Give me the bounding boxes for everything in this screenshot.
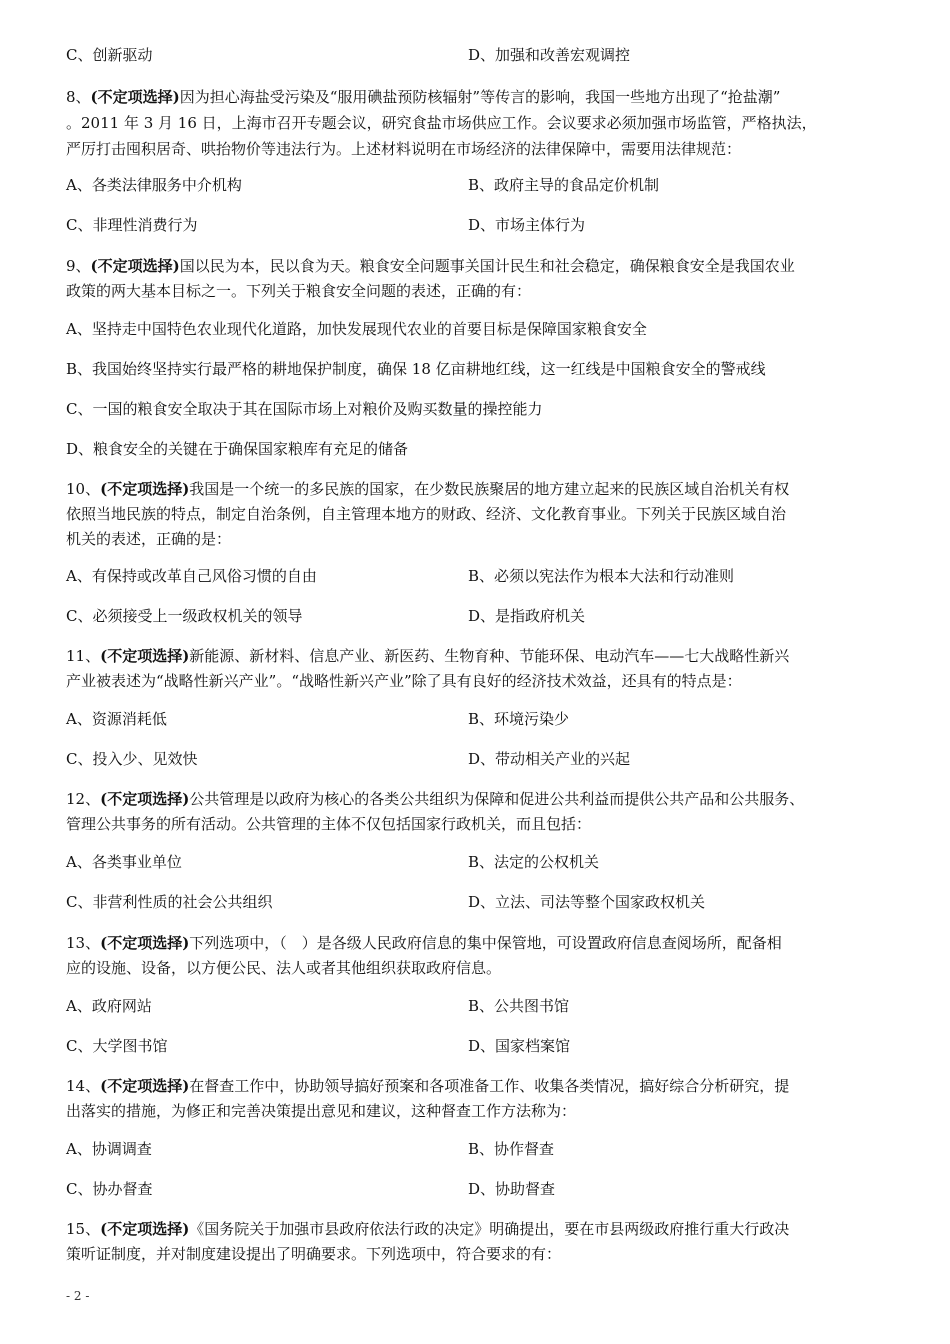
q13-number: 13、: [66, 934, 101, 952]
q9-stem-line-2: 政策的两大基本目标之一。下列关于粮食安全问题的表述，正确的有：: [66, 282, 532, 300]
q13-option-d: D、国家档案馆: [468, 1037, 571, 1055]
q14-option-b: B、协作督查: [468, 1140, 555, 1158]
q12-option-d: D、立法、司法等整个国家政权机关: [468, 893, 706, 911]
q11-option-b: B、环境污染少: [468, 710, 570, 728]
q9-tag: (不定项选择): [90, 257, 180, 275]
q8-option-a: A、各类法律服务中介机构: [66, 176, 242, 194]
q8-stem-line-3: 严厉打击囤积居奇、哄抬物价等违法行为。上述材料说明在市场经济的法律保障中，需要用法律规范：: [66, 140, 742, 158]
q8-option-d: D、市场主体行为: [468, 216, 586, 234]
q10-stem-line-3: 机关的表述，正确的是：: [66, 530, 232, 548]
q11-text-1: 新能源、新材料、信息产业、新医药、生物育种、节能环保、电动汽车——七大战略性新兴: [189, 647, 790, 665]
q9-stem-line-1: [66, 255, 795, 277]
q12-option-b: B、法定的公权机关: [468, 853, 600, 871]
q15-stem-line-1: [66, 1218, 789, 1240]
q13-tag: (不定项选择): [100, 934, 190, 952]
q13-stem-line-1: [66, 932, 782, 954]
q12-option-a: A、各类事业单位: [66, 853, 182, 871]
q11-stem-line-1: [66, 645, 789, 667]
q11-stem-line-2: 产业被表述为“战略性新兴产业”。“战略性新兴产业”除了具有良好的经济技术效益，还具有的特点是：: [66, 672, 742, 690]
q13-text-1: 下列选项中，（ ）是各级人民政府信息的集中保管地，可设置政府信息查阅场所，配备相: [189, 934, 782, 952]
q12-option-c: C、非营利性质的社会公共组织: [66, 893, 273, 911]
q15-tag: (不定项选择): [100, 1220, 190, 1238]
q14-text-1: 在督查工作中，协助领导搞好预案和各项准备工作、收集各类情况，搞好综合分析研究，提: [189, 1077, 790, 1095]
q8-option-c: C、非理性消费行为: [66, 216, 198, 234]
q13-option-b: B、公共图书馆: [468, 997, 570, 1015]
q9-number: 9、: [66, 257, 91, 275]
q9-option-c: C、一国的粮食安全取决于其在国际市场上对粮价及购买数量的操控能力: [66, 400, 543, 418]
q15-stem-line-2: 策听证制度，并对制度建设提出了明确要求。下列选项中，符合要求的有：: [66, 1245, 562, 1263]
q10-option-d: D、是指政府机关: [468, 607, 586, 625]
q12-tag: (不定项选择): [100, 790, 190, 808]
q14-stem-line-1: [66, 1075, 789, 1097]
q14-tag: (不定项选择): [100, 1077, 190, 1095]
q10-stem-line-2: 依照当地民族的特点，制定自治条例，自主管理本地方的财政、经济、文化教育事业。下列关于民族区域自治: [66, 505, 787, 523]
q13-option-c: C、大学图书馆: [66, 1037, 168, 1055]
q13-stem-line-2: 应的设施、设备，以方便公民、法人或者其他组织获取政府信息。: [66, 959, 502, 977]
q9-option-b: B、我国始终坚持实行最严格的耕地保护制度，确保 18 亿亩耕地红线，这一红线是中国粮食安全的警戒线: [66, 360, 766, 378]
q8-stem-line-1: [66, 86, 780, 108]
q10-option-c: C、必须接受上一级政权机关的领导: [66, 607, 303, 625]
q13-option-a: A、政府网站: [66, 997, 152, 1015]
page-number: - 2 -: [66, 1289, 90, 1303]
q9-option-d: D、粮食安全的关键在于确保国家粮库有充足的储备: [66, 440, 409, 458]
q8-tag: (不定项选择): [90, 88, 180, 106]
q12-number: 12、: [66, 790, 101, 808]
q8-text-1: 因为担心海盐受污染及“服用碘盐预防核辐射”等传言的影响，我国一些地方出现了“抢盐潮”: [179, 88, 781, 106]
q9-text-1: 国以民为本，民以食为天。粮食安全问题事关国计民生和社会稳定，确保粮食安全是我国农业: [179, 257, 795, 275]
q14-option-c: C、协办督查: [66, 1180, 153, 1198]
q15-number: 15、: [66, 1220, 101, 1238]
q12-text-1: 公共管理是以政府为核心的各类公共组织为保障和促进公共利益而提供公共产品和公共服务、: [189, 790, 805, 808]
q7-option-d: D、加强和改善宏观调控: [468, 46, 631, 64]
q10-option-a: A、有保持或改革自己风俗习惯的自由: [66, 567, 317, 585]
q10-text-1: 我国是一个统一的多民族的国家，在少数民族聚居的地方建立起来的民族区域自治机关有权: [189, 480, 790, 498]
q14-number: 14、: [66, 1077, 101, 1095]
q10-stem-line-1: [66, 478, 789, 500]
q8-option-b: B、政府主导的食品定价机制: [468, 176, 660, 194]
q8-stem-line-2: 。2011 年 3 月 16 日，上海市召开专题会议，研究食盐市场供应工作。会议要求必须加强市场监管，严格执法，: [66, 114, 817, 132]
q8-number: 8、: [66, 88, 91, 106]
q14-stem-line-2: 出落实的措施，为修正和完善决策提出意见和建议，这种督查工作方法称为：: [66, 1102, 577, 1120]
q10-tag: (不定项选择): [100, 480, 190, 498]
q11-option-c: C、投入少、见效快: [66, 750, 198, 768]
q7-option-c: C、创新驱动: [66, 46, 153, 64]
q12-stem-line-1: [66, 788, 804, 810]
q10-option-b: B、必须以宪法作为根本大法和行动准则: [468, 567, 735, 585]
q12-stem-line-2: 管理公共事务的所有活动。公共管理的主体不仅包括国家行政机关，而且包括：: [66, 815, 592, 833]
q11-option-a: A、资源消耗低: [66, 710, 167, 728]
q10-number: 10、: [66, 480, 101, 498]
q11-tag: (不定项选择): [100, 647, 190, 665]
q14-option-d: D、协助督查: [468, 1180, 556, 1198]
q9-option-a: A、坚持走中国特色农业现代化道路，加快发展现代农业的首要目标是保障国家粮食安全: [66, 320, 647, 338]
q11-number: 11、: [66, 647, 101, 665]
q14-option-a: A、协调调查: [66, 1140, 152, 1158]
q15-text-1: 《国务院关于加强市县政府依法行政的决定》明确提出，要在市县两级政府推行重大行政决: [189, 1220, 790, 1238]
q11-option-d: D、带动相关产业的兴起: [468, 750, 631, 768]
